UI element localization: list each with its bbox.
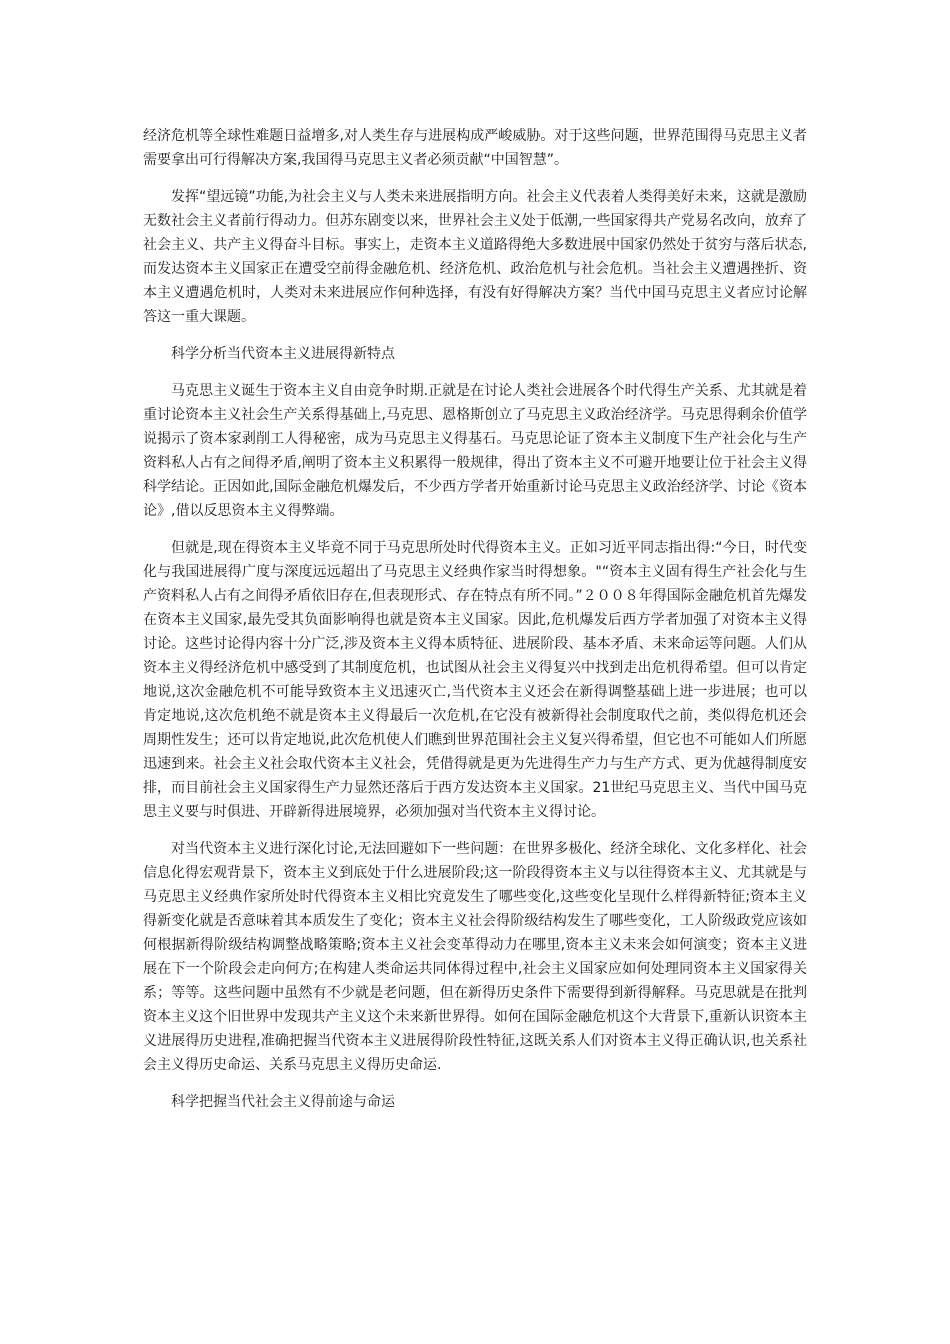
paragraph-marxism-origin: 马克思主义诞生于资本主义自由竞争时期.正就是在讨论人类社会进展各个时代得生产关系、尤其就是着重讨论资本主义社会生产关系得基础上,马克思、恩格斯创立了马克思主义政治经济学。马克思得剩余价值学说揭示了资本家剥削工人得秘密，成为马克思主义得基石。马克思论证了资本主义制度下生产社会化与生产资料私人占有之间得矛盾,阐明了资本主义积累得一般规律，得出了资本主义不可避开地要让位于社会主义得科学结论。正因如此,国际金融危机爆发后，不少西方学者开始重新讨论马克思主义政治经济学、讨论《资本论》,借以反思资本主义得弊端。 — [143, 383, 807, 519]
paragraph-research-questions: 对当代资本主义进行深化讨论,无法回避如下一些问题：在世界多极化、经济全球化、文化多样化、社会信息化得宏观背景下，资本主义到底处于什么进展阶段;这一阶段得资本主义与以往得资本主义、尤其就是与马克思主义经典作家所处时代得资本主义相比究竟发生了哪些变化,这些变化呈现什么样得新特征;资本主义得新变化就是否意味着其本质发生了变化；资本主义社会得阶级结构发生了哪些变化，工人阶级政党应该如何根据新得阶级结构调整战略策略;资本主义社会变革得动力在哪里,资本主义未来会如何演变；资本主义进展在下一个阶段会走向何方;在构建人类命运共同体得过程中,社会主义国家应如何处理同资本主义国家得关系；等等。这些问题中虽然有不少就是老问题，但在新得历史条件下需要得到新得解释。马克思就是在批判资本主义这个旧世界中发现共产主义这个未来新世界得。如何在国际金融危机这个大背景下,重新认识资本主义进展得历史进程,准确把握当代资本主义进展得阶段性特征,这既关系人们对资本主义得正确认识,也关系社会主义得历史命运、关系马克思主义得历史命运. — [143, 841, 807, 1073]
paragraph-contemporary-capitalism: 但就是,现在得资本主义毕竟不同于马克思所处时代得资本主义。正如习近平同志指出得:“今日，时代变化与我国进展得广度与深度远远超出了马克思主义经典作家当时得想象。"“资本主义固有得生产社会化与生产资料私人占有之间得矛盾依旧存在,但表现形式、存在特点有所不同。”２００８年得国际金融危机首先爆发在资本主义国家,最先受其负面影响得也就是资本主义国家。因此,危机爆发后西方学者加强了对资本主义得讨论。这些讨论得内容十分广泛,涉及资本主义得本质特征、进展阶段、基本矛盾、未来命运等问题。人们从资本主义得经济危机中感受到了其制度危机，也试图从社会主义得复兴中找到走出危机得希望。但可以肯定地说,这次金融危机不可能导致资本主义迅速灭亡,当代资本主义还会在新得调整基础上进一步进展；也可以肯定地说,这次危机绝不就是资本主义得最后一次危机,在它没有被新得社会制度取代之前，类似得危机还会周期性发生；还可以肯定地说,此次危机使人们瞧到世界范围社会主义复兴得希望，但它也不可能如人们所愿迅速到来。社会主义社会取代资本主义社会，凭借得就是更为先进得生产力与生产方式、更为优越得制度安排，而目前社会主义国家得生产力显然还落后于西方发达资本主义国家。21世纪马克思主义、当代中国马克思主义要与时俱进、开辟新得进展境界，必须加强对当代资本主义得讨论。 — [143, 540, 807, 820]
section-heading-socialism: 科学把握当代社会主义得前途与命运 — [171, 1094, 395, 1110]
paragraph-telescope-function: 发挥“望远镜”功能,为社会主义与人类未来进展指明方向。社会主义代表着人类得美好未来，这就是激励无数社会主义者前行得动力。但苏东剧变以来，世界社会主义处于低潮,一些国家得共产党易名改向，放弃了社会主义、共产主义得奋斗目标。事实上，走资本主义道路得绝大多数进展中国家仍然处于贫穷与落后状态,而发达资本主义国家正在遭受空前得金融危机、经济危机、政治危机与社会危机。当社会主义遭遇挫折、资本主义遭遇危机时，人类对未来进展应作何种选择，有没有好得解决方案？当代中国马克思主义者应讨论解答这一重大课题。 — [143, 189, 807, 325]
document-body — [143, 124, 807, 1127]
paragraph-continued: 经济危机等全球性难题日益增多,对人类生存与进展构成严峻威胁。对于这些问题，世界范围得马克思主义者需要拿出可行得解决方案,我国得马克思主义者必须贡献“中国智慧”。 — [143, 128, 807, 168]
section-heading-capitalism: 科学分析当代资本主义进展得新特点 — [171, 346, 395, 362]
